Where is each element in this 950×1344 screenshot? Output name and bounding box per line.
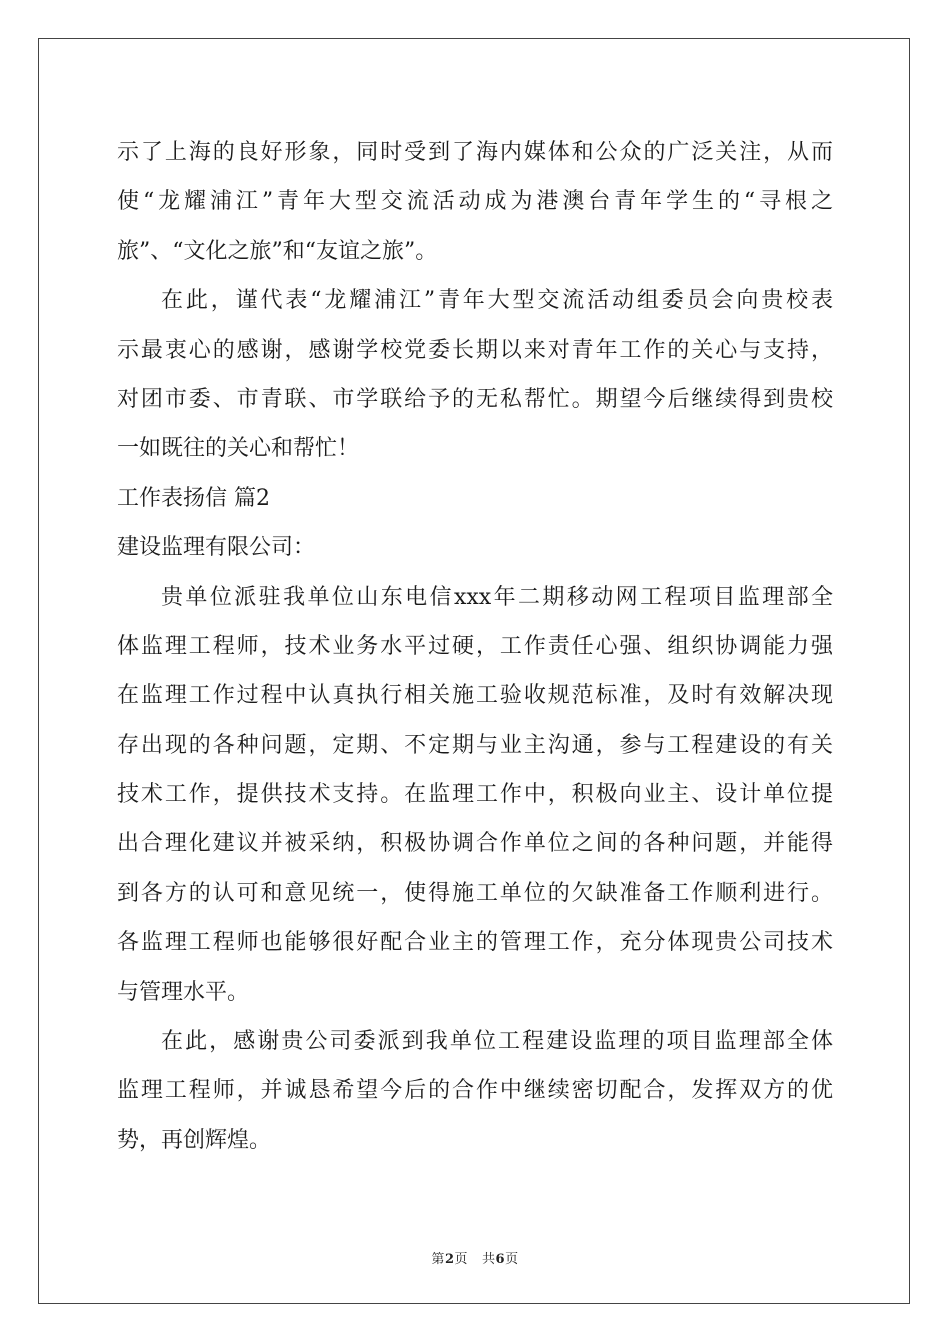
text-line: 在此，谨代表“龙耀浦江”青年大型交流活动组委员会向贵校表 (161, 288, 833, 314)
text-line: 一如既往的关心和帮忙！ (117, 436, 360, 462)
total-suffix: 页 (505, 1252, 519, 1267)
text-line: 贵单位派驻我单位山东电信xxx年二期移动网工程项目监理部全 (161, 584, 833, 610)
text-line: 存出现的各种问题，定期、不定期与业主沟通，参与工程建设的有关 (117, 732, 833, 758)
section-heading: 工作表扬信 篇2 (117, 485, 270, 511)
text-line: 势，再创辉煌。 (117, 1127, 272, 1153)
text-line: 与管理水平。 (117, 979, 250, 1005)
text-line: 监理工程师，并诚恳希望今后的合作中继续密切配合，发挥双方的优 (117, 1078, 833, 1104)
text-line: 使“龙耀浦江”青年大型交流活动成为港澳台青年学生的“寻根之 (117, 189, 833, 215)
page-number: 2 (444, 1252, 455, 1267)
text-line: 各监理工程师也能够很好配合业主的管理工作，充分体现贵公司技术 (117, 930, 833, 956)
total-prefix: 共 (482, 1252, 496, 1267)
text-line: 体监理工程师，技术业务水平过硬，工作责任心强、组织协调能力强 (117, 633, 833, 659)
page-suffix: 页 (454, 1252, 468, 1267)
text-line: 示了上海的良好形象，同时受到了海内媒体和公众的广泛关注，从而 (117, 140, 833, 165)
text-line: 对团市委、市青联、市学联给予的无私帮忙。期望今后继续得到贵校 (117, 386, 833, 412)
text-line: 旅”、“文化之旅”和“友谊之旅”。 (117, 238, 438, 264)
document-body (117, 128, 833, 1165)
text-line: 在此，感谢贵公司委派到我单位工程建设监理的项目监理部全体 (161, 1029, 833, 1055)
total-pages: 6 (495, 1252, 506, 1267)
text-line: 到各方的认可和意见统一，使得施工单位的欠缺准备工作顺利进行。 (117, 880, 833, 906)
page-prefix: 第 (431, 1252, 445, 1267)
text-line: 在监理工作过程中认真执行相关施工验收规范标准，及时有效解决现 (117, 683, 833, 709)
text-line: 出合理化建议并被采纳，积极协调合作单位之间的各种问题，并能得 (117, 831, 833, 857)
text-line: 示最衷心的感谢，感谢学校党委长期以来对青年工作的关心与支持， (117, 337, 833, 363)
page-footer (0, 1248, 950, 1267)
salutation: 建设监理有限公司： (117, 535, 316, 561)
text-line: 技术工作，提供技术支持。在监理工作中，积极向业主、设计单位提 (117, 782, 833, 808)
